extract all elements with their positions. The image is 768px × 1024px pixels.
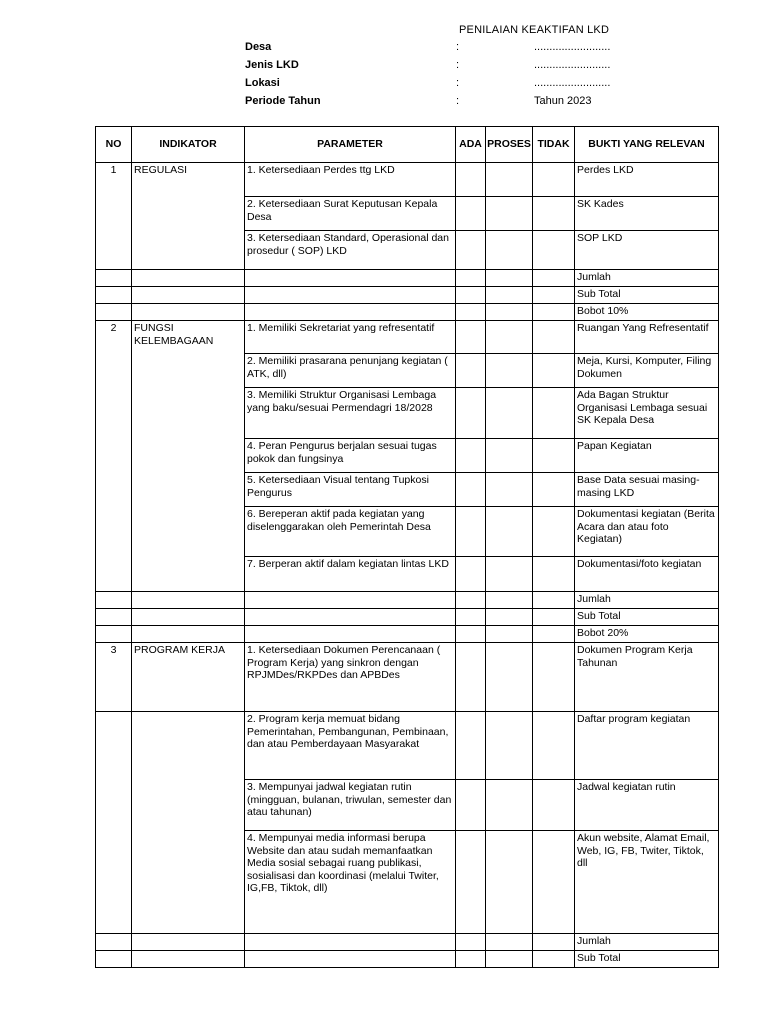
parameter-cell: 1. Ketersediaan Dokumen Perencanaan ( Program Kerja) yang sinkron dengan RPJMDes/RKPDes dan APBDes <box>245 643 456 712</box>
bukti-cell: Ada Bagan Struktur Organisasi Lembaga sesuai SK Kepala Desa <box>575 388 719 439</box>
summary-row <box>96 951 719 968</box>
tidak-cell[interactable] <box>533 197 575 231</box>
column-header-no: NO <box>96 127 132 163</box>
bukti-cell: Dokumentasi/foto kegiatan <box>575 557 719 592</box>
summary-label: Jumlah <box>575 592 719 609</box>
ada-cell[interactable] <box>456 354 486 388</box>
document-title: PENILAIAN KEAKTIFAN LKD <box>459 24 610 36</box>
ada-cell[interactable] <box>456 643 486 712</box>
tidak-cell[interactable] <box>533 163 575 197</box>
column-header-proses: PROSES <box>486 127 533 163</box>
parameter-cell: 3. Mempunyai jadwal kegiatan rutin (mingguan, bulanan, triwulan, semester dan atau tahunan) <box>245 780 456 831</box>
field-jenis-lkd-label: Jenis LKD <box>245 59 299 71</box>
tidak-cell[interactable] <box>533 507 575 557</box>
ada-cell[interactable] <box>456 831 486 934</box>
summary-label: Jumlah <box>575 270 719 287</box>
bukti-cell: Ruangan Yang Refresentatif <box>575 321 719 354</box>
table-row <box>96 712 719 780</box>
proses-cell[interactable] <box>486 388 533 439</box>
assessment-table <box>95 126 719 968</box>
parameter-cell: 4. Mempunyai media informasi berupa Website dan atau sudah memanfaatkan Media sosial sebagai ruang publikasi, sosialisasi dan koordinasi (melalui Twiter, IG,FB, Tiktok, dll) <box>245 831 456 934</box>
bukti-cell: Jadwal kegiatan rutin <box>575 780 719 831</box>
section-number: 1 <box>96 163 132 270</box>
bukti-cell: Base Data sesuai masing-masing LKD <box>575 473 719 507</box>
bukti-cell: Perdes LKD <box>575 163 719 197</box>
section-indikator-empty <box>132 712 245 934</box>
ada-cell[interactable] <box>456 197 486 231</box>
field-desa-value: ......................... <box>534 41 611 53</box>
proses-cell[interactable] <box>486 831 533 934</box>
summary-row <box>96 304 719 321</box>
proses-cell[interactable] <box>486 163 533 197</box>
tidak-cell[interactable] <box>533 712 575 780</box>
parameter-cell: 5. Ketersediaan Visual tentang Tupkosi Pengurus <box>245 473 456 507</box>
proses-cell[interactable] <box>486 643 533 712</box>
tidak-cell[interactable] <box>533 473 575 507</box>
bukti-cell: Akun website, Alamat Email, Web, IG, FB, Twiter, Tiktok, dll <box>575 831 719 934</box>
summary-label: Jumlah <box>575 934 719 951</box>
column-header-ada: ADA <box>456 127 486 163</box>
table-header-row <box>96 127 719 163</box>
section-number: 2 <box>96 321 132 592</box>
summary-row <box>96 287 719 304</box>
parameter-cell: 2. Ketersediaan Surat Keputusan Kepala Desa <box>245 197 456 231</box>
parameter-cell: 3. Memiliki Struktur Organisasi Lembaga yang baku/sesuai Permendagri 18/2028 <box>245 388 456 439</box>
summary-label: Bobot 20% <box>575 626 719 643</box>
parameter-cell: 4. Peran Pengurus berjalan sesuai tugas pokok dan fungsinya <box>245 439 456 473</box>
section-number-empty <box>96 712 132 934</box>
ada-cell[interactable] <box>456 439 486 473</box>
parameter-cell: 2. Memiliki prasarana penunjang kegiatan ( ATK, dll) <box>245 354 456 388</box>
bukti-cell: SOP LKD <box>575 231 719 270</box>
bukti-cell: Dokumentasi kegiatan (Berita Acara dan atau foto Kegiatan) <box>575 507 719 557</box>
tidak-cell[interactable] <box>533 439 575 473</box>
proses-cell[interactable] <box>486 712 533 780</box>
proses-cell[interactable] <box>486 557 533 592</box>
section-indikator: REGULASI <box>132 163 245 270</box>
summary-row <box>96 609 719 626</box>
field-lokasi-colon: : <box>456 77 460 89</box>
summary-label: Sub Total <box>575 609 719 626</box>
proses-cell[interactable] <box>486 507 533 557</box>
parameter-cell: 6. Bereperan aktif pada kegiatan yang diselenggarakan oleh Pemerintah Desa <box>245 507 456 557</box>
tidak-cell[interactable] <box>533 831 575 934</box>
parameter-cell: 1. Memiliki Sekretariat yang refresentatif <box>245 321 456 354</box>
ada-cell[interactable] <box>456 557 486 592</box>
ada-cell[interactable] <box>456 388 486 439</box>
bukti-cell: Daftar program kegiatan <box>575 712 719 780</box>
field-lokasi-value: ......................... <box>534 77 611 89</box>
proses-cell[interactable] <box>486 780 533 831</box>
bukti-cell: Meja, Kursi, Komputer, Filing Dokumen <box>575 354 719 388</box>
summary-row <box>96 934 719 951</box>
summary-row <box>96 626 719 643</box>
field-lokasi-label: Lokasi <box>245 77 280 89</box>
summary-row <box>96 270 719 287</box>
field-periode-value: Tahun 2023 <box>534 95 592 107</box>
table-row <box>96 321 719 354</box>
column-header-parameter: PARAMETER <box>245 127 456 163</box>
column-header-indikator: INDIKATOR <box>132 127 245 163</box>
bukti-cell: SK Kades <box>575 197 719 231</box>
tidak-cell[interactable] <box>533 557 575 592</box>
field-periode-label: Periode Tahun <box>245 95 321 107</box>
proses-cell[interactable] <box>486 231 533 270</box>
field-periode-colon: : <box>456 95 460 107</box>
bukti-cell: Dokumen Program Kerja Tahunan <box>575 643 719 712</box>
ada-cell[interactable] <box>456 321 486 354</box>
ada-cell[interactable] <box>456 231 486 270</box>
table-row <box>96 163 719 197</box>
ada-cell[interactable] <box>456 780 486 831</box>
field-desa-colon: : <box>456 41 460 53</box>
column-header-bukti: BUKTI YANG RELEVAN <box>575 127 719 163</box>
parameter-cell: 7. Berperan aktif dalam kegiatan lintas LKD <box>245 557 456 592</box>
tidak-cell[interactable] <box>533 321 575 354</box>
proses-cell[interactable] <box>486 473 533 507</box>
column-header-tidak: TIDAK <box>533 127 575 163</box>
section-indikator: PROGRAM KERJA <box>132 643 245 712</box>
tidak-cell[interactable] <box>533 643 575 712</box>
section-indikator: FUNGSI KELEMBAGAAN <box>132 321 245 592</box>
tidak-cell[interactable] <box>533 388 575 439</box>
field-jenis-lkd-colon: : <box>456 59 460 71</box>
bukti-cell: Papan Kegiatan <box>575 439 719 473</box>
parameter-cell: 1. Ketersediaan Perdes ttg LKD <box>245 163 456 197</box>
section-number: 3 <box>96 643 132 712</box>
field-jenis-lkd-value: ......................... <box>534 59 611 71</box>
proses-cell[interactable] <box>486 439 533 473</box>
summary-row <box>96 592 719 609</box>
summary-label: Bobot 10% <box>575 304 719 321</box>
ada-cell[interactable] <box>456 507 486 557</box>
parameter-cell: 3. Ketersediaan Standard, Operasional dan prosedur ( SOP) LKD <box>245 231 456 270</box>
proses-cell[interactable] <box>486 354 533 388</box>
ada-cell[interactable] <box>456 163 486 197</box>
tidak-cell[interactable] <box>533 354 575 388</box>
parameter-cell: 2. Program kerja memuat bidang Pemerintahan, Pembangunan, Pembinaan, dan atau Pemberdayaan Masyarakat <box>245 712 456 780</box>
tidak-cell[interactable] <box>533 231 575 270</box>
field-desa-label: Desa <box>245 41 272 53</box>
proses-cell[interactable] <box>486 197 533 231</box>
summary-label: Sub Total <box>575 287 719 304</box>
proses-cell[interactable] <box>486 321 533 354</box>
ada-cell[interactable] <box>456 473 486 507</box>
tidak-cell[interactable] <box>533 780 575 831</box>
table-row <box>96 643 719 712</box>
summary-label: Sub Total <box>575 951 719 968</box>
ada-cell[interactable] <box>456 712 486 780</box>
